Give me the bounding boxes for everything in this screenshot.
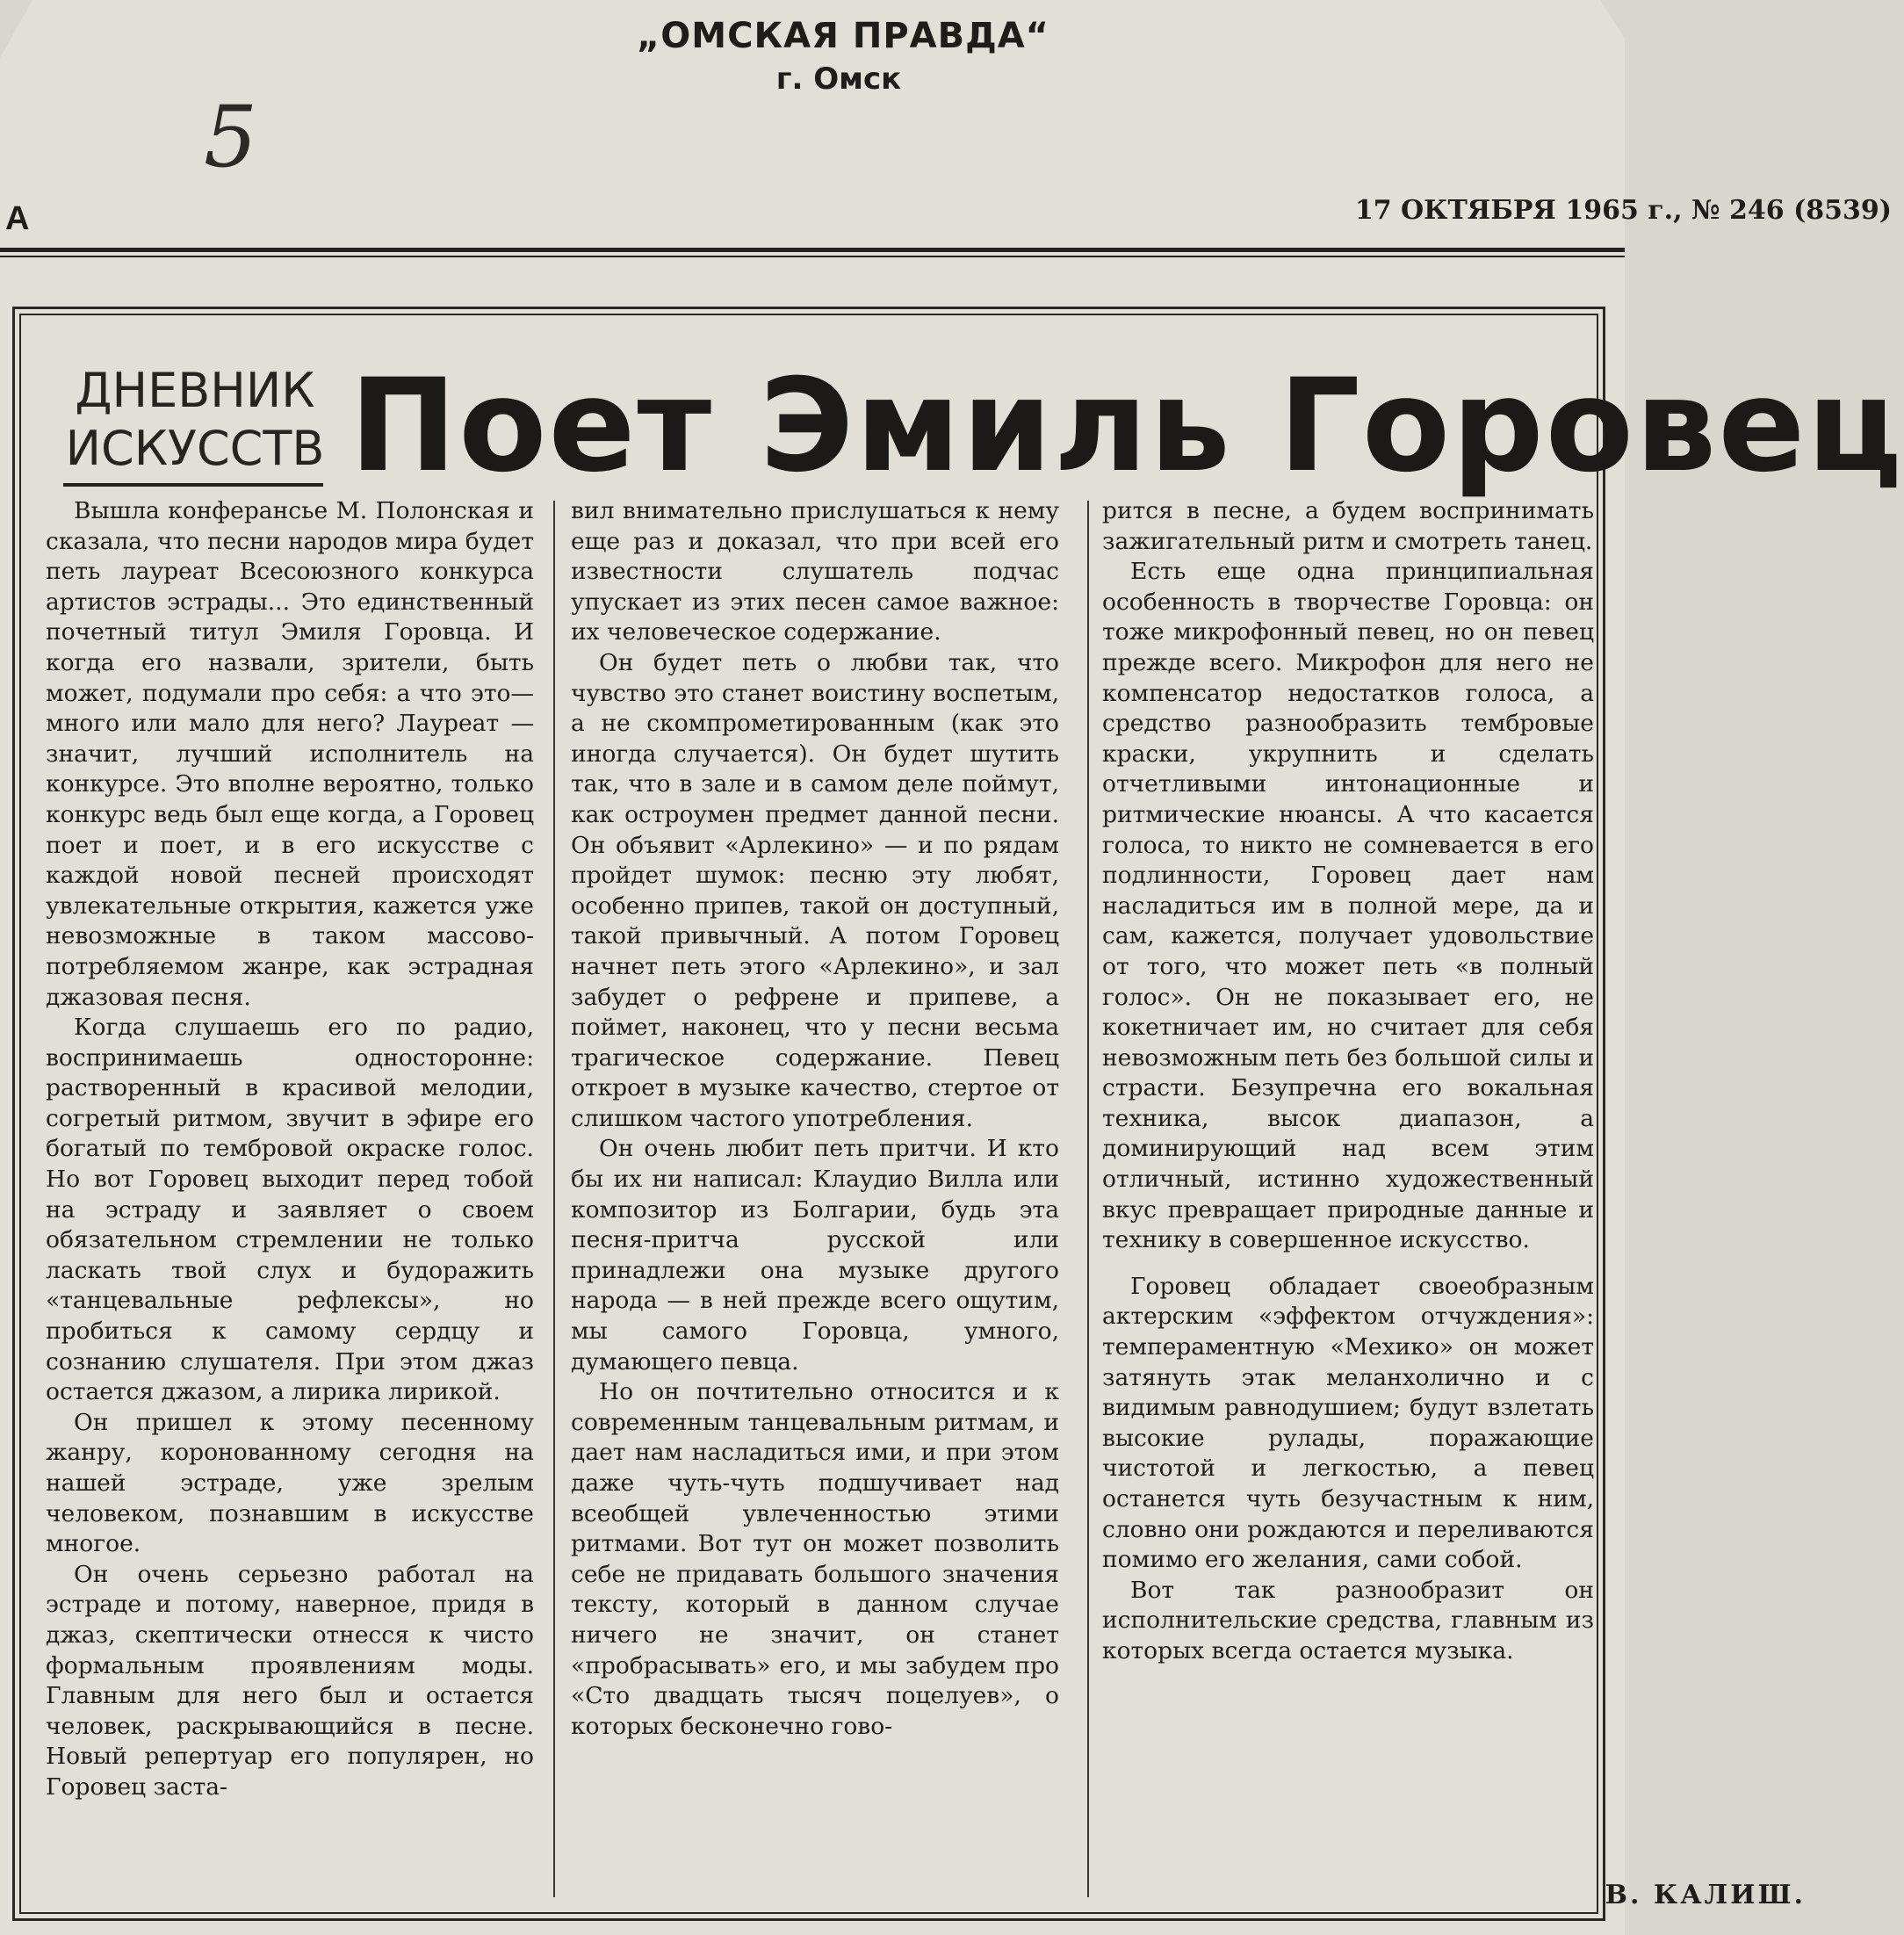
newspaper-name: „ОМСКАЯ ПРАВДА“ — [637, 16, 1049, 56]
paragraph: Но он почтительно относится и к современным танцевальным ритмам, и дает нам насладиться ими, и при этом даже чуть-чуть подшучивает над всеобщей увлеченностью этими ритмами. Вот тут он может позволить себе не придавать большого значения тексту, который в данном случае ничего не значит, он станет «пробрасывать» его, и мы забудем про «Сто двадцать тысяч поцелуев», о которых бесконечно гово- — [571, 1378, 1059, 1740]
page-letter: А — [5, 200, 30, 237]
article-headline: Поет Эмиль Горовец — [350, 351, 1904, 501]
author-signature: В. КАЛИШ. — [1605, 1880, 1806, 1910]
column-divider-1 — [553, 501, 555, 1897]
rubric-line-1: ДНЕВНИК — [75, 363, 315, 418]
article-column-1 — [46, 496, 534, 1893]
rubric-underline — [63, 483, 323, 487]
article-column-3 — [1102, 496, 1594, 1893]
column-divider-2 — [1087, 501, 1089, 1897]
masthead-rule-thin — [0, 256, 1625, 257]
paragraph: Когда слушаешь его по радио, воспринимаешь односторонне: растворенный в красивой мелодии, согретый ритмом, звучит в эфире его богатый по тембровой окраске голос. Но вот Горовец выходит перед тобой на эстраду и заявляет о своем обязательном стремлении не только ласкать твой слух и будоражить «танцевальные рефлексы», но пробиться к самому сердцу и сознанию слушателя. При этом джаз остается джазом, а лирика лирикой. — [46, 1014, 534, 1406]
paragraph: Он будет петь о любви так, что чувство это станет воистину воспетым, а не скомпрометированным (как это иногда случается). Он будет шутить так, что в зале и в самом деле поймут, как остроумен предмет данной песни. Он объявит «Арлекино» — и по рядам пройдет шумок: песню эту любят, особенно припев, такой он доступный, такой привычный. А потом Горовец начнет петь этого «Арлекино», и зал забудет о рефрене и припеве, а поймет, наконец, что у песни весьма трагическое содержание. Певец откроет в музыке качество, стертое от слишком частого употребления. — [571, 648, 1059, 1132]
paragraph: Он очень любит петь притчи. И кто бы их ни написал: Клаудио Вилла или композитор из Болгарии, будь эта песня-притча русской или принадлежи она музыке другого народа — в ней прежде всего ощутим, мы самого Горовца, умного, думающего певца. — [571, 1135, 1059, 1375]
paragraph: Он пришел к этому песенному жанру, коронованному сегодня на нашей эстраде, уже зрелым человеком, познавшим в искусстве многое. — [46, 1408, 534, 1558]
paragraph: Вышла конферансье М. Полонская и сказала, что песни народов мира будет петь лауреат Всесоюзного конкурса артистов эстрады... Это единственный почетный титул Эмиля Горовца. И когда его назвали, зрители, быть может, подумали про себя: а что это—много или мало для него? Лауреат — значит, лучший исполнитель на конкурсе. Это вполне вероятно, только конкурс ведь был еще когда, а Горовец поет и поет, и в его искусстве с каждой новой песней происходят увлекательные открытия, кажется уже невозможные в таком массово-потребляемом жанре, как эстрадная джазовая песня. — [46, 497, 534, 1011]
paragraph: Горовец обладает своеобразным актерским «эффектом отчуждения»: темпераментную «Мехико» он может затянуть этак меланхолично и с видимым равнодушием; будут взлетать высокие рулады, поражающие чистотой и легкостью, а певец останется чуть безучастным к ним, словно они рождаются и переливаются помимо его желания, сами собой. — [1102, 1272, 1594, 1574]
handwritten-number: 5 — [204, 88, 258, 186]
rubric-line-2: ИСКУССТВ — [65, 421, 325, 476]
paragraph: Он очень серьезно работал на эстраде и потому, наверное, придя в джаз, скептически отнесся к чисто формальным проявлениям моды. Главным для него был и остается человек, раскрывающийся в песне. Новый репертуар его популярен, но Горовец заста- — [46, 1560, 534, 1801]
paragraph: Вот так разнообразит он исполнительские средства, главным из которых всегда остается музыка. — [1102, 1576, 1594, 1664]
paragraph: вил внимательно прислушаться к нему еще раз и доказал, что при всей его известности слушатель подчас упускает из этих песен самое важное: их человеческое содержание. — [571, 497, 1059, 646]
article-column-2 — [571, 496, 1059, 1893]
masthead-rule-thick — [0, 248, 1625, 252]
masthead — [0, 16, 1625, 97]
issue-dateline: 17 ОКТЯБРЯ 1965 г., № 246 (8539) — [1354, 195, 1892, 226]
newspaper-city: г. Омск — [775, 61, 902, 97]
paragraph: Есть еще одна принципиальная особенность в творчестве Горовца: он тоже микрофонный певец, но он певец прежде всего. Микрофон для него не компенсатор недостатков голоса, а средство разнообразить тембровые краски, укрупнить и сделать отчетливыми интонационные и ритмические нюансы. А что касается голоса, то никто не сомневается в его подлинности, Горовец дает нам насладиться им в полной мере, да и сам, кажется, получает удовольствие от того, что может петь «в полный голос». Он не показывает его, не кокетничает им, но считает для себя невозможным петь без большой силы и страсти. Безупречна его вокальная техника, высок диапазон, а доминирующий над всем этим отличный, истинно художественный вкус превращает природные данные и технику в совершенное искусство. — [1102, 558, 1594, 1254]
rubric-label — [63, 362, 327, 478]
paragraph: рится в песне, а будем воспринимать зажигательный ритм и смотреть танец. — [1102, 497, 1594, 555]
